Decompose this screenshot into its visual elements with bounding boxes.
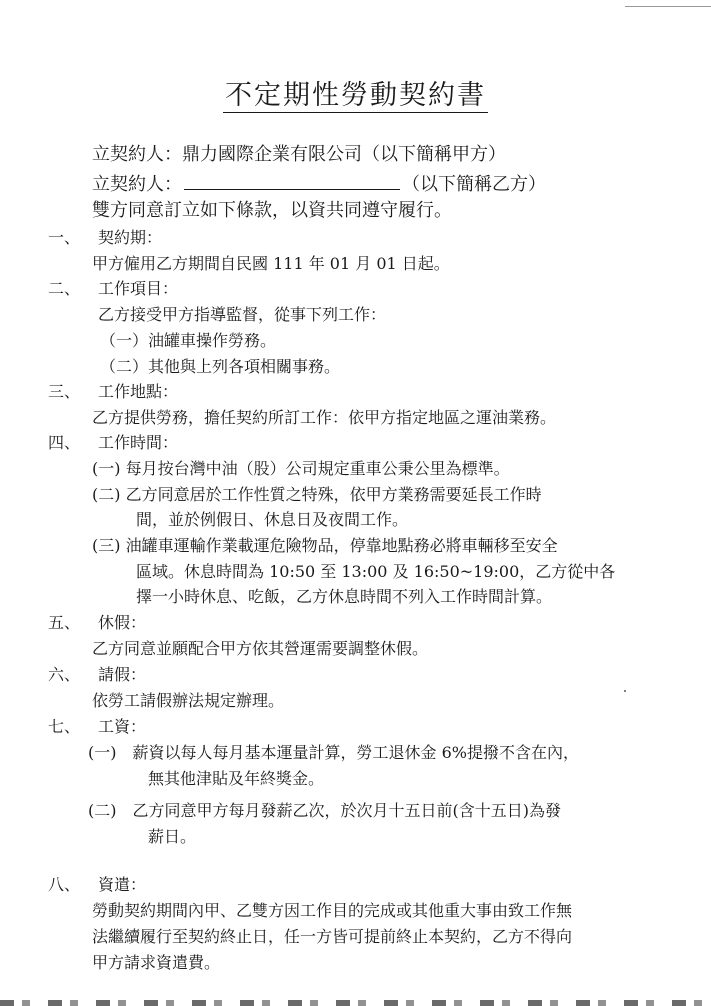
section-number: 四、 — [48, 433, 81, 452]
section-title: 工作地點： — [98, 382, 179, 401]
section-number: 一、 — [48, 228, 81, 247]
section-title: 契約期： — [98, 228, 163, 247]
scan-edge-line — [625, 6, 711, 7]
section-text: 依勞工請假辦法規定辦理。 — [92, 691, 285, 710]
list-item-continuation: 間，並於例假日、休息日及夜間工作。 — [136, 510, 409, 529]
section-title: 工資： — [98, 717, 147, 736]
list-item-continuation: 擇一小時休息、吃飯，乙方休息時間不列入工作時間計算。 — [136, 587, 553, 606]
list-item: （一）油罐車操作勞務。 — [100, 331, 277, 350]
section-heading — [48, 278, 178, 300]
section-text: 乙方接受甲方指導監督，從事下列工作： — [98, 305, 387, 324]
party-b-label: 立契約人： — [92, 174, 182, 195]
section-number: 八、 — [48, 875, 81, 894]
party-a-value: 鼎力國際企業有限公司（以下簡稱甲方） — [182, 144, 506, 165]
party-b-line — [92, 171, 546, 197]
document-title: 不定期性勞動契約書 — [225, 80, 486, 111]
party-a-label: 立契約人： — [92, 144, 182, 165]
section-heading — [48, 664, 146, 686]
section-heading — [48, 227, 162, 249]
section-title: 休假： — [98, 613, 147, 632]
list-item-continuation: 無其他津貼及年終獎金。 — [148, 769, 325, 788]
list-item: (一) 薪資以每人每月基本運量計算，勞工退休金 6%提撥不含在內， — [88, 743, 579, 762]
scan-bottom-edge — [0, 1000, 711, 1006]
scan-speck — [624, 690, 626, 692]
section-text: 甲方僱用乙方期間自民國 111 年 01 月 01 日起。 — [92, 254, 450, 273]
section-text: 甲方請求資遣費。 — [92, 953, 221, 972]
party-a-line — [92, 143, 506, 167]
section-heading — [48, 874, 146, 896]
list-item-continuation: 區域。休息時間為 10:50 至 13:00 及 16:50~19:00，乙方從中各 — [136, 562, 616, 581]
section-number: 六、 — [48, 665, 81, 684]
list-item: （二）其他與上列各項相關事務。 — [100, 357, 341, 376]
list-item-continuation: 薪日。 — [148, 827, 197, 846]
list-item: (二) 乙方同意甲方每月發薪乙次，於次月十五日前(含十五日)為發 — [88, 801, 561, 820]
section-heading — [48, 612, 146, 634]
list-item: (一) 每月按台灣中油（股）公司規定重車公秉公里為標準。 — [92, 459, 510, 478]
list-item: (二) 乙方同意居於工作性質之特殊，依甲方業務需要延長工作時 — [92, 485, 542, 504]
section-heading — [48, 381, 178, 403]
party-b-blank-field — [184, 171, 400, 190]
section-text: 勞動契約期間內甲、乙雙方因工作目的完成或其他重大事由致工作無 — [92, 901, 573, 920]
section-heading — [48, 716, 146, 738]
section-number: 五、 — [48, 613, 81, 632]
section-text: 法繼續履行至契約終止日，任一方皆可提前終止本契約，乙方不得向 — [92, 927, 573, 946]
section-title: 工作項目： — [98, 279, 179, 298]
agreement-line: 雙方同意訂立如下條款，以資共同遵守履行。 — [92, 200, 452, 221]
section-title: 工作時間： — [98, 433, 179, 452]
section-title: 資遣： — [98, 875, 147, 894]
section-title: 請假： — [98, 665, 147, 684]
section-number: 三、 — [48, 382, 81, 401]
section-number: 七、 — [48, 717, 81, 736]
party-b-value: （以下簡稱乙方） — [402, 174, 546, 195]
section-heading — [48, 432, 178, 454]
section-text: 乙方提供勞務，擔任契約所訂工作：依甲方指定地區之運油業務。 — [92, 408, 557, 427]
section-number: 二、 — [48, 279, 81, 298]
section-text: 乙方同意並願配合甲方依其營運需要調整休假。 — [92, 639, 429, 658]
list-item: (三) 油罐車運輸作業載運危險物品，停靠地點務必將車輛移至安全 — [92, 536, 558, 555]
